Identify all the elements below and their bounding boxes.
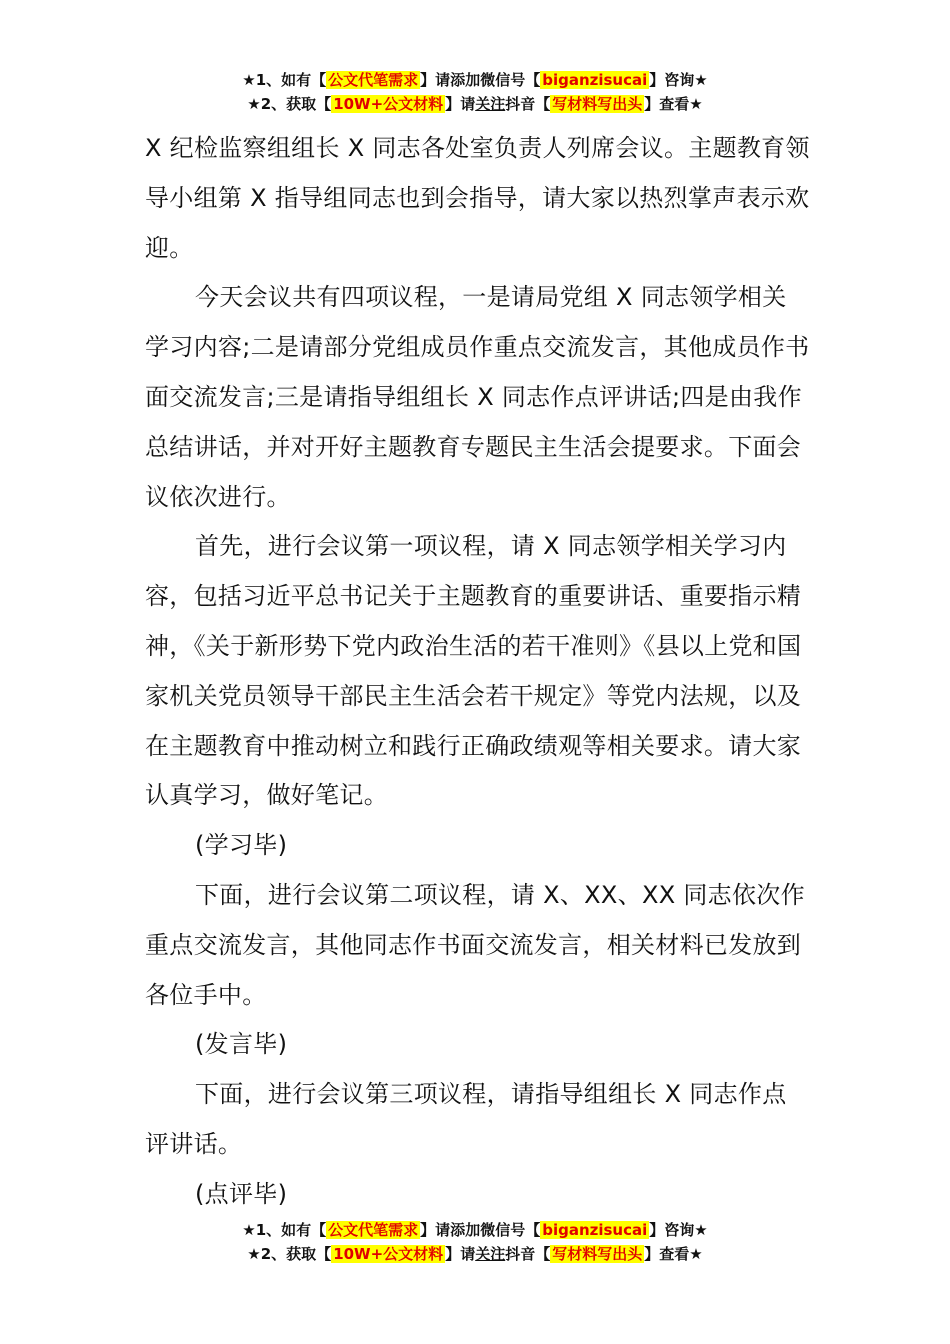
- banner-text: 抖音【: [505, 95, 551, 113]
- banner-text: 微信号【: [480, 71, 541, 89]
- banner-highlight: biganzisucai: [542, 71, 648, 89]
- banner-text: 】咨询★: [649, 1221, 708, 1239]
- paragraph: (发言毕): [195, 1030, 288, 1059]
- banner-text: 】请: [445, 95, 476, 113]
- banner-line-2: [0, 92, 950, 116]
- paragraph: (学习毕): [195, 831, 288, 860]
- banner-emphasis: 关注: [475, 1245, 506, 1263]
- banner-text: 微信号【: [480, 1221, 541, 1239]
- banner-text: ★1、如有【: [242, 1221, 327, 1239]
- banner-emphasis: 加: [465, 1221, 481, 1239]
- paragraph: 下面，进行会议第三项议程，请指导组组长 X 同志作点评讲话。: [145, 1080, 787, 1158]
- banner-line-1: [0, 1218, 950, 1242]
- banner-highlight: 写材料写出头: [552, 95, 643, 113]
- banner-text: 】查看★: [644, 1245, 703, 1263]
- banner-highlight: 10W+公文材料: [333, 1245, 444, 1263]
- footer-banner: [0, 1218, 950, 1266]
- paragraph: 今天会议共有四项议程，一是请局党组 X 同志领学相关学习内容;二是请部分党组成员作重点交流发言，其他成员作书面交流发言;三是请指导组组长 X 同志作点评讲话;四是由我作总结讲话，并对开好主题教育专题民主生活会提要求。下面会议依次进行。: [145, 283, 810, 511]
- banner-text: 】请添: [420, 1221, 466, 1239]
- paragraph: X 纪检监察组组长 X 同志各处室负责人列席会议。主题教育领导小组第 X 指导组同志也到会指导，请大家以热烈掌声表示欢迎。: [145, 134, 810, 262]
- banner-emphasis: 加: [465, 71, 481, 89]
- paragraph: (点评毕): [195, 1179, 288, 1208]
- banner-emphasis: 关注: [475, 95, 506, 113]
- banner-highlight: 写材料写出头: [552, 1245, 643, 1263]
- banner-text: 】请添: [420, 71, 466, 89]
- banner-text: 抖音【: [505, 1245, 551, 1263]
- banner-highlight: 公文代笔需求: [328, 1221, 419, 1239]
- banner-line-1: [0, 68, 950, 92]
- banner-text: 】查看★: [644, 95, 703, 113]
- document-body: [145, 124, 810, 1220]
- banner-text: ★2、获取【: [247, 1245, 332, 1263]
- banner-highlight: biganzisucai: [542, 1221, 648, 1239]
- paragraph: 下面，进行会议第二项议程，请 X、XX、XX 同志依次作重点交流发言，其他同志作书面交流发言，相关材料已发放到各位手中。: [145, 880, 805, 1009]
- banner-highlight: 公文代笔需求: [328, 71, 419, 89]
- banner-text: ★1、如有【: [242, 71, 327, 89]
- header-banner: [0, 68, 950, 116]
- banner-text: 】咨询★: [649, 71, 708, 89]
- banner-text: 】请: [445, 1245, 476, 1263]
- banner-line-2: [0, 1242, 950, 1266]
- paragraph: 首先，进行会议第一项议程，请 X 同志领学相关学习内容，包括习近平总书记关于主题教育的重要讲话、重要指示精神，《关于新形势下党内政治生活的若干准则》《县以上党和国家机关党员领导干部民主生活会若干规定》等党内法规，以及在主题教育中推动树立和践行正确政绩观等相关要求。请大家认真学习，做好笔记。: [145, 532, 802, 810]
- banner-highlight: 10W+公文材料: [333, 95, 444, 113]
- banner-text: ★2、获取【: [247, 95, 332, 113]
